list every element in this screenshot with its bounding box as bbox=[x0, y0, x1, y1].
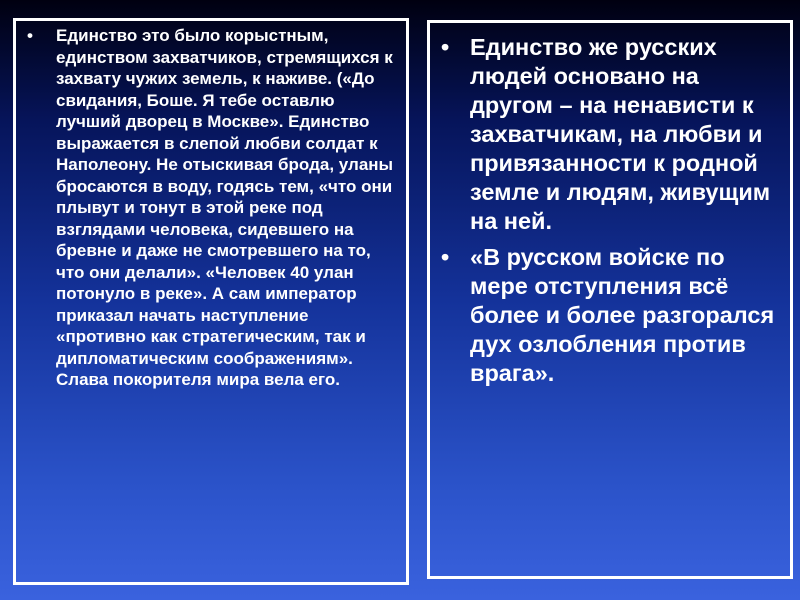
list-item-text: Единство это было корыстным, единством захватчиков, стремящихся к захвату чужих земель, к наживе. («До свидания, Боше. Я тебе оставлю лучший дворец в Москве». Единство выражается в слепой любви солдат к Наполеону. Не отыскивая брода, уланы бросаются в воду, годясь тем, «что они плывут и тонут в этой реке под взглядами человека, сидевшего на бревне и даже не смотревшего на то, что они делали». «Человек 40 улан потонуло в реке». А сам император приказал начать наступление «противно как стратегическим, так и дипломатическим соображениям». Слава покорителя мира вела его. bbox=[56, 26, 394, 389]
list-item bbox=[438, 243, 788, 388]
right-text-panel bbox=[427, 20, 793, 579]
left-bullet-list bbox=[24, 25, 402, 391]
list-item-text: «В русском войске по мере отступления всё более и более разгорался дух озлобления против врага». bbox=[470, 244, 775, 386]
left-text-panel bbox=[13, 18, 409, 585]
list-item bbox=[24, 25, 402, 391]
list-item-text: Единство же русских людей основано на другом – на ненависти к захватчикам, на любви и привязанности к родной земле и людям, живущим на ней. bbox=[470, 34, 771, 234]
bullet-icon: • bbox=[441, 34, 450, 60]
right-bullet-list bbox=[438, 33, 788, 395]
bullet-icon: • bbox=[441, 244, 450, 270]
list-item bbox=[438, 33, 788, 236]
bullet-icon: • bbox=[27, 26, 33, 45]
